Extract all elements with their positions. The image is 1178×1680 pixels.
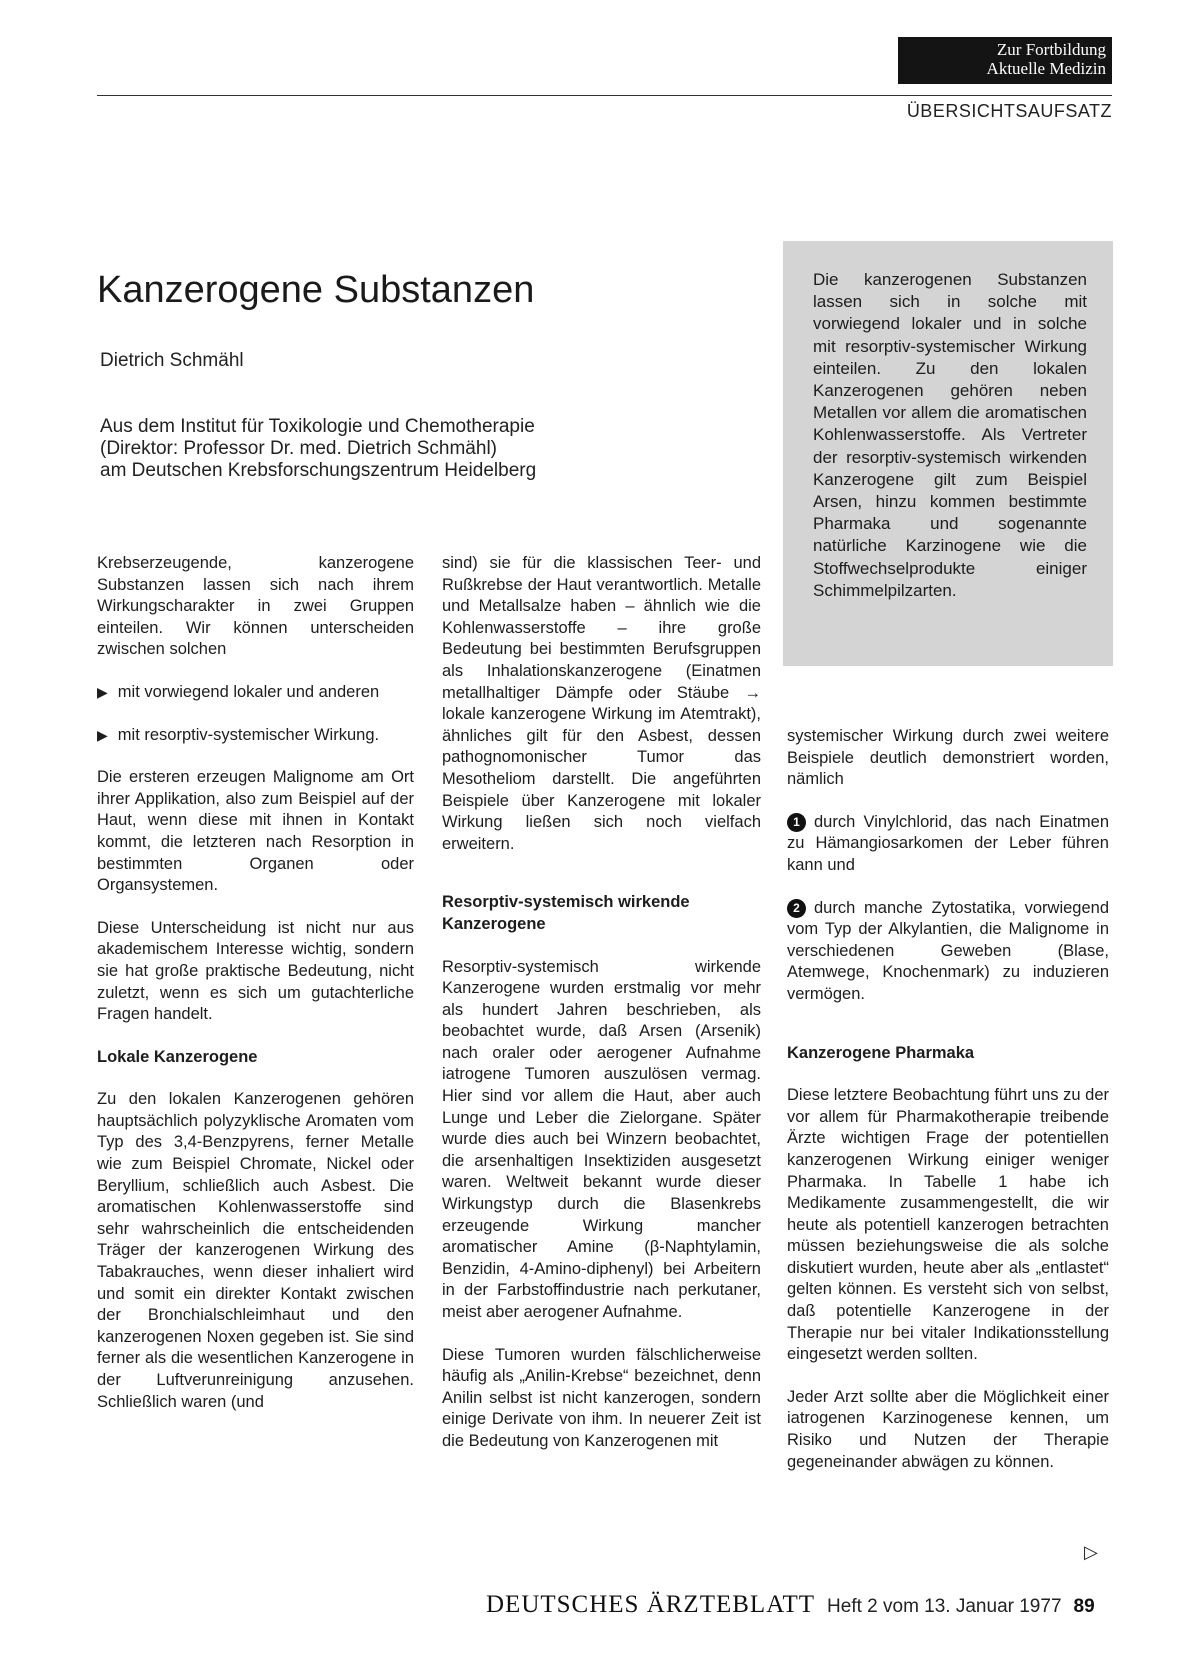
abstract-box <box>783 241 1113 666</box>
number-1-icon: 1 <box>787 813 806 832</box>
affiliation-line: (Direktor: Professor Dr. med. Dietrich Schmähl) <box>100 438 497 459</box>
section-badge <box>898 37 1112 84</box>
badge-line-2: Aktuelle Medizin <box>986 59 1106 78</box>
triangle-bullet-icon: ▶ <box>97 683 108 700</box>
section-heading: Kanzerogene Pharmaka <box>787 1043 975 1062</box>
paragraph: systemischer Wirkung durch zwei weitere Beispiele deutlich demonstriert worden, nämlich <box>787 727 1109 789</box>
paragraph: Jeder Arzt sollte aber die Möglichkeit einer iatrogenen Karzinogenese kennen, um Risiko und Nutzen der Therapie gegeneinander abwägen zu können. <box>787 1387 1109 1471</box>
numbered-item <box>787 898 1109 1006</box>
section-heading: Resorptiv-systemisch wirkende Kanzerogene <box>442 893 690 933</box>
page-number: 89 <box>1073 1596 1095 1617</box>
issue-info: Heft 2 vom 13. Januar 1977 <box>827 1596 1062 1617</box>
affiliation-line: am Deutschen Krebsforschungszentrum Heidelberg <box>100 460 537 481</box>
bullet-text: mit vorwiegend lokaler und anderen <box>117 682 380 701</box>
paragraph: Diese Unterscheidung ist nicht nur aus akademischem Interesse wichtig, sondern sie hat große praktische Bedeutung, nicht zuletzt, wenn es sich um gutachterliche Fragen handelt. <box>97 918 414 1024</box>
column-2 <box>442 553 761 1474</box>
numbered-text: durch Vinylchlorid, das nach Einatmen zu Hämangiosarkomen der Leber führen kann und <box>787 812 1109 874</box>
article-title: Kanzerogene Substanzen <box>97 269 535 312</box>
paragraph: Zu den lokalen Kanzerogenen gehören hauptsächlich polyzyklische Aromaten vom Typ des 3,4-Benzpyrens, ferner Metalle wie zum Beispiel Chromate, Nickel oder Beryllium, schließlich auch Asbest. Die aromatischen Kohlenwasserstoffe sind sehr wahrscheinlich die entscheidenden Träger der kanzerogenen Wirkung des Tabakrauches, wenn dieser inhaliert wird und somit ein direkter Kontakt zwischen der Bronchialschleimhaut und den kanzerogenen Noxen gegeben ist. Sie sind ferner als die wesentlichen Kanzerogene in der Luftverunreinigung anzusehen. Schließlich waren (und <box>97 1090 414 1411</box>
continue-arrow-icon: ▷ <box>1084 1542 1098 1562</box>
article-author: Dietrich Schmähl <box>100 350 244 371</box>
bullet-text: mit resorptiv-systemischer Wirkung. <box>117 725 380 744</box>
paragraph: Diese letztere Beobachtung führt uns zu der vor allem für Pharmakotherapie treibende Ärzte wichtigen Frage der potentiellen kanzerogenen Wirkung einiger weniger Pharmaka. In Tabelle 1 habe ich Medikamente zusammengestellt, die wir heute als potentiell kanzerogen betrachten müssen beziehungsweise die als solche diskutiert wurden, heute aber als „entlastet“ gelten können. Es versteht sich von selbst, daß potentielle Kanzerogene in der Therapie nur bei vitaler Indikationsstellung eingesetzt werden sollten. <box>787 1086 1109 1364</box>
triangle-bullet-icon: ▶ <box>97 726 108 743</box>
number-2-icon: 2 <box>787 899 806 918</box>
badge-line-1: Zur Fortbildung <box>996 40 1106 59</box>
abstract-text: Die kanzerogenen Substanzen lassen sich in solche mit vorwiegend lokaler und in solche mit resorptiv-systemischer Wirkung einteilen. Zu den lokalen Kanzerogenen gehören neben Metallen vor allem die aromatischen Kohlenwasserstoffe. Als Vertreter der resorptiv-systemisch wirkenden Kanzerogene gilt zum Beispiel Arsen, hinzu kommen bestimmte Pharmaka und sogenannte natürliche Karzinogene wie die Stoffwechselprodukte einiger Schimmelpilzarten. <box>813 270 1087 600</box>
paragraph: sind) sie für die klassischen Teer- und Rußkrebse der Haut verantwortlich. Metalle und Metallsalze haben – ähnlich wie die Kohlenwasserstoffe – ihre große Bedeutung bei bestimmten Berufsgruppen als Inhalationskanzerogene (Einatmen metallhaltiger Dämpfe oder Stäube → lokale kanzerogene Wirkung im Atemtrakt), ähnliches gilt für den Asbest, dessen pathognomonischer Tumor das Mesotheliom darstellt. Die angeführten Beispiele über Kanzerogene mit lokaler Wirkung ließen sich noch vielfach erweitern. <box>442 554 761 853</box>
paragraph: Krebserzeugende, kanzerogene Substanzen lassen sich nach ihrem Wirkungscharakter in zwei Gruppen einteilen. Wir können unterscheiden zwischen solchen <box>97 554 414 659</box>
article-affiliation <box>100 416 536 482</box>
page-footer <box>486 1591 1095 1619</box>
section-heading: Lokale Kanzerogene <box>97 1047 258 1066</box>
bullet-item <box>97 682 414 704</box>
column-1 <box>97 553 414 1434</box>
numbered-text: durch manche Zytostatika, vorwiegend vom Typ der Alkylantien, die Malignome in verschiedenen Geweben (Blase, Atemwege, Knochenmark) zu induzieren vermögen. <box>787 898 1109 1003</box>
paragraph: Die ersteren erzeugen Malignome am Ort ihrer Applikation, also zum Beispiel auf der Haut, wenn diese mit ihnen in Kontakt kommt, die letzteren nach Resorption in bestimmten Organen oder Organsystemen. <box>97 768 414 895</box>
column-3 <box>787 726 1109 1494</box>
paragraph: Diese Tumoren wurden fälschlicherweise häufig als „Anilin-Krebse“ bezeichnet, denn Anilin selbst ist nicht kanzerogen, sondern einige Derivate von ihm. In neuerer Zeit ist die Bedeutung von Kanzerogenen mit <box>442 1345 761 1450</box>
bullet-item <box>97 725 414 747</box>
section-label: ÜBERSICHTSAUFSATZ <box>906 101 1112 121</box>
paragraph: Resorptiv-systemisch wirkende Kanzerogene wurden erstmalig vor mehr als hundert Jahren beschrieben, als beobachtet wurde, daß Arsen (Arsenik) nach oraler oder aerogener Aufnahme iatrogene Tumoren auszulösen vermag. Hier sind vor allem die Haut, aber auch Lunge und Leber die Zielorgane. Später wurde dies auch bei Winzern beobachtet, die arsenhaltigen Insektiziden ausgesetzt waren. Weltweit bekannt wurde dieser Wirkungstyp durch die Blasenkrebs erzeugende Wirkung mancher aromatischer Amine (β-Naphtylamin, Benzidin, 4-Amino-diphenyl) bei Arbeitern in der Farbstoffindustrie nach perkutaner, meist aber aerogener Aufnahme. <box>442 957 761 1321</box>
journal-name: DEUTSCHES ÄRZTEBLATT <box>486 1591 816 1618</box>
header-rule <box>97 95 1112 96</box>
numbered-item <box>787 812 1109 877</box>
affiliation-line: Aus dem Institut für Toxikologie und Chemotherapie <box>100 416 535 437</box>
